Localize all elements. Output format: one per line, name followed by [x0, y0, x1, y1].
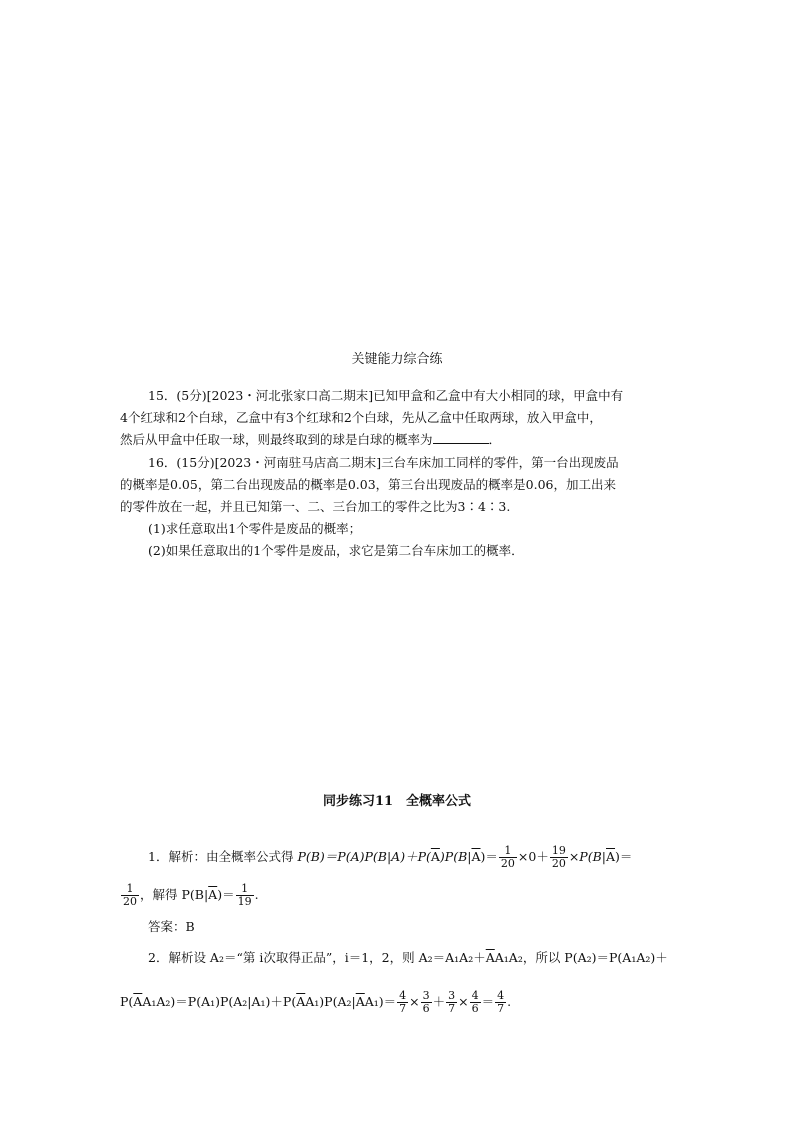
section-title: 关键能力综合练 [351, 352, 443, 367]
a1-expr1: P(B)＝P(A)P(B|A)＋P( [297, 849, 431, 864]
a2-x2: × [458, 994, 469, 1009]
a1-bar-a-4: $\overline{A}$ [208, 887, 218, 902]
a2-eq: ＝ [481, 994, 495, 1009]
q16-part1: (1)求任意取出1个零件是废品的概率； [148, 521, 362, 536]
answer-title: 同步练习11 全概率公式 [322, 794, 472, 809]
a1-fraction-4: $\frac{1}{19}$ [237, 882, 252, 908]
a2-bar-a-1: $\overline{A}$ [485, 950, 495, 965]
a2-bar-a-4: $\overline{A}$ [355, 994, 365, 1009]
q15-line3 [120, 430, 501, 450]
a1-fraction-2: $\frac{19}{20}$ [551, 844, 566, 870]
a2-fraction-4: $\frac{4}{6}$ [471, 989, 479, 1015]
answer-blank [433, 431, 489, 444]
a1-answer: 答案：B [148, 919, 195, 934]
a1-fraction-3: $\frac{1}{20}$ [123, 882, 137, 908]
a1-expr1c: )＝ [480, 849, 498, 864]
a1-solve-b: )＝ [217, 887, 235, 902]
a2-bar-a-2: $\overline{A}$ [133, 994, 143, 1009]
a2-bar-a-3: $\overline{A}$ [296, 994, 306, 1009]
q16-part2: (2)如果任意取出的1个零件是废品，求它是第二台车床加工的概率． [148, 543, 524, 558]
a1-mid: ×0＋ [517, 849, 549, 864]
a1-solve: ，解得 P(B| [140, 887, 209, 902]
a1-bar-a-1: $\overline{A}$ [430, 849, 440, 864]
q16-line2: 的概率是0.05，第二台出现废品的概率是0.03，第三台出现废品的概率是0.06，加工出来 [120, 477, 616, 492]
a1-bar-a-3: $\overline{A}$ [606, 849, 616, 864]
a2-plus: ＋ [432, 994, 446, 1009]
a1-fraction-1: $\frac{1}{20}$ [500, 844, 515, 870]
a1-solve-end: . [254, 887, 259, 902]
q15-line1: 15．(5分)[2023・河北张家口高二期末]已知甲盒和乙盒中有大小相同的球，甲盒中有 [148, 388, 624, 403]
a2-line2d: A₁)＝ [364, 994, 397, 1009]
a2-line1-text: 2．解析设 A₂＝“第 i次取得正品”，i＝1，2，则 A₂＝A₁A₂＋ [148, 950, 486, 965]
q15-line3-text: 然后从甲盒中任取一球，则最终取到的球是白球的概率为 [120, 432, 433, 447]
a2-fraction-2: $\frac{3}{6}$ [422, 989, 430, 1015]
q15-line3-end: ． [488, 432, 502, 447]
a2-fraction-1: $\frac{4}{7}$ [399, 989, 407, 1015]
a1-expr1b: )P(B| [439, 849, 472, 864]
a1-line2 [120, 883, 259, 908]
a2-line1b: A₁A₂，所以 P(A₂)＝P(A₁A₂)＋ [494, 950, 668, 965]
a2-line2c: A₁)P(A₂| [305, 994, 356, 1009]
a2-line2b: A₁A₂)＝P(A₁)P(A₂|A₁)＋P( [142, 994, 297, 1009]
a2-fraction-3: $\frac{3}{7}$ [448, 989, 456, 1015]
a1-line1 [148, 845, 632, 870]
a2-line2 [120, 990, 511, 1015]
q16-line1: 16．(15分)[2023・河南驻马店高二期末]三台车床加工同样的零件，第一台出现废品 [148, 455, 619, 470]
a1-expr2b: )＝ [615, 849, 633, 864]
a2-line2a: P( [120, 994, 134, 1009]
a1-bar-a-2: $\overline{A}$ [471, 849, 481, 864]
a1-prefix: 1．解析：由全概率公式得 [148, 849, 294, 864]
q16-line3: 的零件放在一起，并且已知第一、二、三台加工的零件之比为3∶4∶3. [120, 499, 511, 514]
q15-line2: 4个红球和2个白球，乙盒中有3个红球和2个白球，先从乙盒中任取两球，放入甲盒中， [120, 410, 602, 425]
a2-line1 [148, 948, 668, 968]
a1-expr2: ×P(B| [568, 849, 606, 864]
a2-end: . [507, 994, 512, 1009]
a2-x1: × [409, 994, 420, 1009]
a2-fraction-5: $\frac{4}{7}$ [497, 989, 505, 1015]
